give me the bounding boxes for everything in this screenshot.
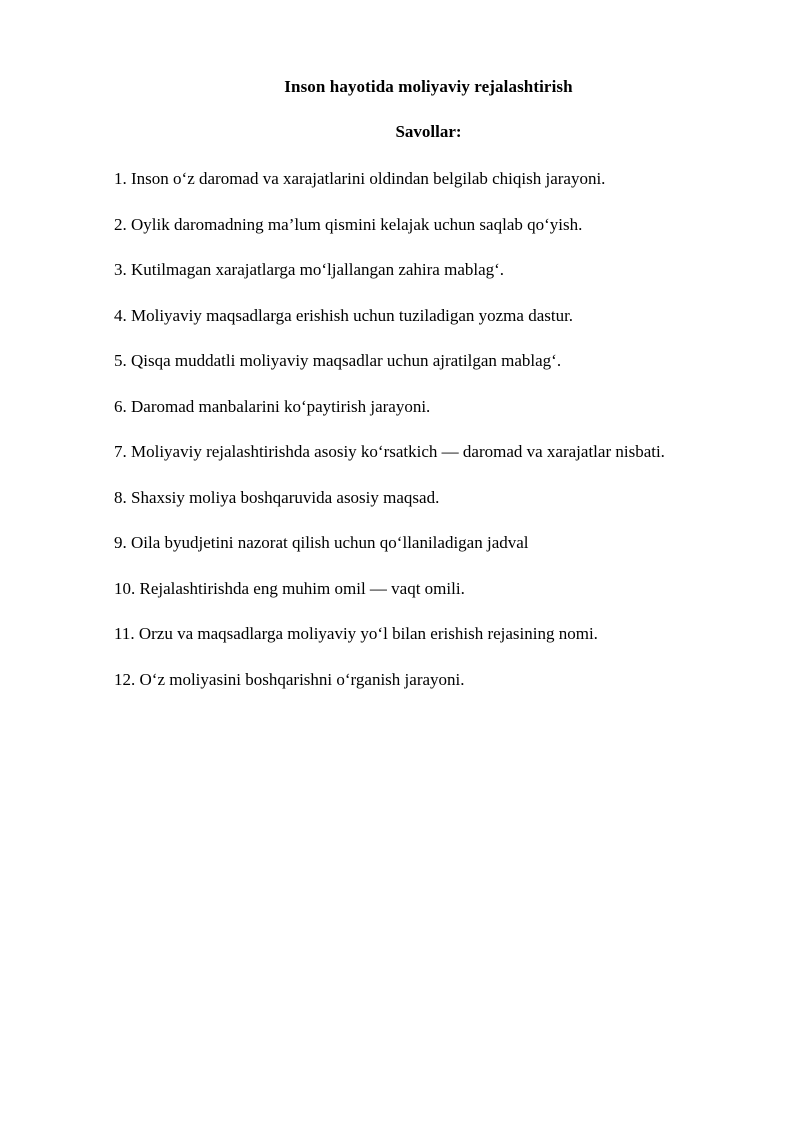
question-item: 5. Qisqa muddatli moliyaviy maqsadlar uchun ajratilgan mablag‘. — [114, 351, 562, 370]
question-item: 9. Oila byudjetini nazorat qilish uchun qo‘llaniladigan jadval — [114, 533, 529, 552]
question-item: 8. Shaxsiy moliya boshqaruvida asosiy maqsad. — [114, 487, 440, 507]
question-item: 1. Inson o‘z daromad va xarajatlarini oldindan belgilab chiqish jarayoni. — [114, 169, 606, 188]
question-item: 10. Rejalashtirishda eng muhim omil — vaqt omili. — [114, 578, 465, 598]
question-item: 12. O‘z moliyasini boshqarishni o‘rganish jarayoni. — [114, 669, 465, 689]
question-item: 2. Oylik daromadning ma’lum qismini kelajak uchun saqlab qo‘yish. — [114, 214, 583, 234]
question-item: 4. Moliyaviy maqsadlarga erishish uchun tuziladigan yozma dastur. — [114, 305, 574, 325]
question-item: 7. Moliyaviy rejalashtirishda asosiy ko‘rsatkich — daromad va xarajatlar nisbati. — [114, 442, 665, 461]
questions-list — [114, 168, 665, 714]
document-title: Inson hayotida moliyaviy rejalashtirish — [284, 77, 573, 96]
question-item: 6. Daromad manbalarini ko‘paytirish jarayoni. — [114, 396, 431, 416]
question-item: 3. Kutilmagan xarajatlarga mo‘ljallangan zahira mablag‘. — [114, 260, 505, 279]
question-item: 11. Orzu va maqsadlarga moliyaviy yo‘l bilan erishish rejasining nomi. — [114, 624, 598, 643]
questions-heading: Savollar: — [395, 122, 462, 141]
